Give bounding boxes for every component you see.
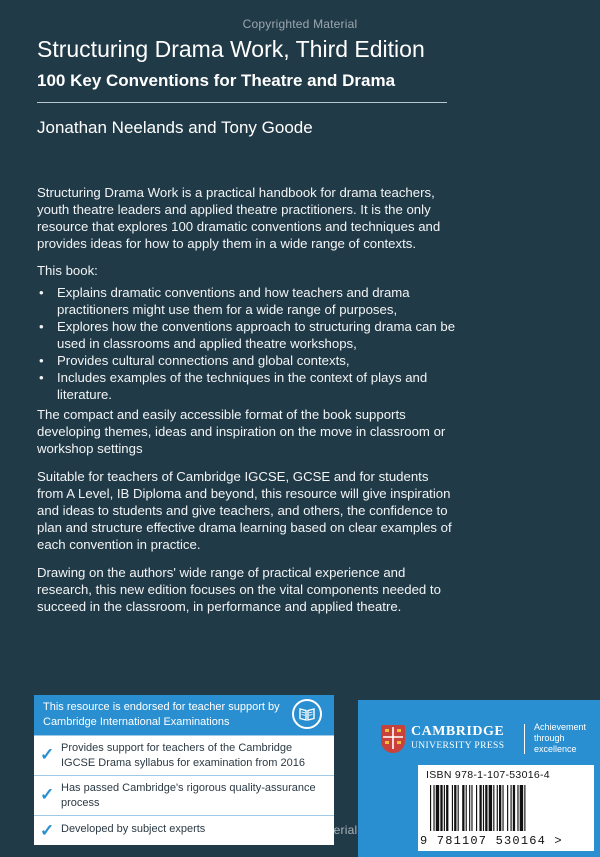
endorsement-header: [34, 695, 334, 735]
endorsement-item-text: Has passed Cambridge's rigorous quality-assurance process: [61, 782, 316, 809]
endorsement-item-text: Developed by subject experts: [61, 823, 206, 835]
endorsement-item: [34, 735, 334, 775]
open-book-icon: [292, 699, 322, 729]
book-authors: Jonathan Neelands and Tony Goode: [37, 118, 313, 137]
check-icon: ✓: [40, 745, 55, 764]
watermark-top: Copyrighted Material: [242, 17, 358, 31]
list-item: • Includes examples of the techniques in the context of plays and literature.: [37, 369, 457, 403]
watermark-bottom: Copyrighted Material: [242, 823, 358, 837]
endorsement-header-text: This resource is endorsed for teacher support by Cambridge International Examinations: [43, 701, 280, 728]
university-crest-icon: [381, 725, 405, 753]
blurb-list-heading: This book:: [37, 263, 98, 278]
book-title: Structuring Drama Work, Third Edition: [37, 36, 425, 62]
publisher-logo: [381, 721, 506, 757]
barcode-digits: 9 781107 530164 >: [420, 834, 563, 848]
isbn-label: ISBN 978-1-107-53016-4: [426, 769, 550, 781]
endorsement-item-text: Provides support for teachers of the Cambridge IGCSE Drama syllabus for examination from 2016: [61, 742, 305, 769]
barcode: [418, 765, 594, 851]
endorsement-item: [34, 775, 334, 815]
blurb-format: The compact and easily accessible format of the book supports developing themes, ideas and inspiration on the move in classroom or workshop settings: [37, 407, 446, 456]
title-divider: [37, 102, 447, 103]
blurb-bullet-list: [37, 284, 457, 403]
check-icon: ✓: [40, 821, 55, 840]
list-item: • Explores how the conventions approach to structuring drama can be used in classrooms and applied theatre workshops,: [37, 318, 457, 352]
check-icon: ✓: [40, 785, 55, 804]
list-item: • Provides cultural connections and global contexts,: [37, 352, 457, 369]
publisher-name: CAMBRIDGE: [411, 724, 505, 739]
publisher-tagline: Achievement through excellence: [534, 722, 587, 754]
blurb-suitable: Suitable for teachers of Cambridge IGCSE, GCSE and for students from A Level, IB Diploma and beyond, this resource will give inspiration and ideas to students and give teachers, and others, the confidence to plan and structure effective drama learning based on clear examples of each convention in practice.: [37, 469, 452, 552]
blurb-drawing: Drawing on the authors' wide range of practical experience and research, this new edition focuses on the vital components needed to succeed in the classroom, in performance and applied theatre.: [37, 565, 441, 614]
book-subtitle: 100 Key Conventions for Theatre and Drama: [37, 71, 396, 90]
publisher-press: UNIVERSITY PRESS: [411, 741, 505, 751]
logo-divider: [524, 724, 525, 754]
blurb-intro: Structuring Drama Work is a practical handbook for drama teachers, youth theatre leaders and applied theatre practitioners. It is the only resource that explores 100 dramatic conventions and techniques and provides ideas for how to apply them in a wide range of contexts.: [37, 185, 441, 251]
list-item: • Explains dramatic conventions and how teachers and drama practitioners might use them for a wide range of purposes,: [37, 284, 457, 318]
